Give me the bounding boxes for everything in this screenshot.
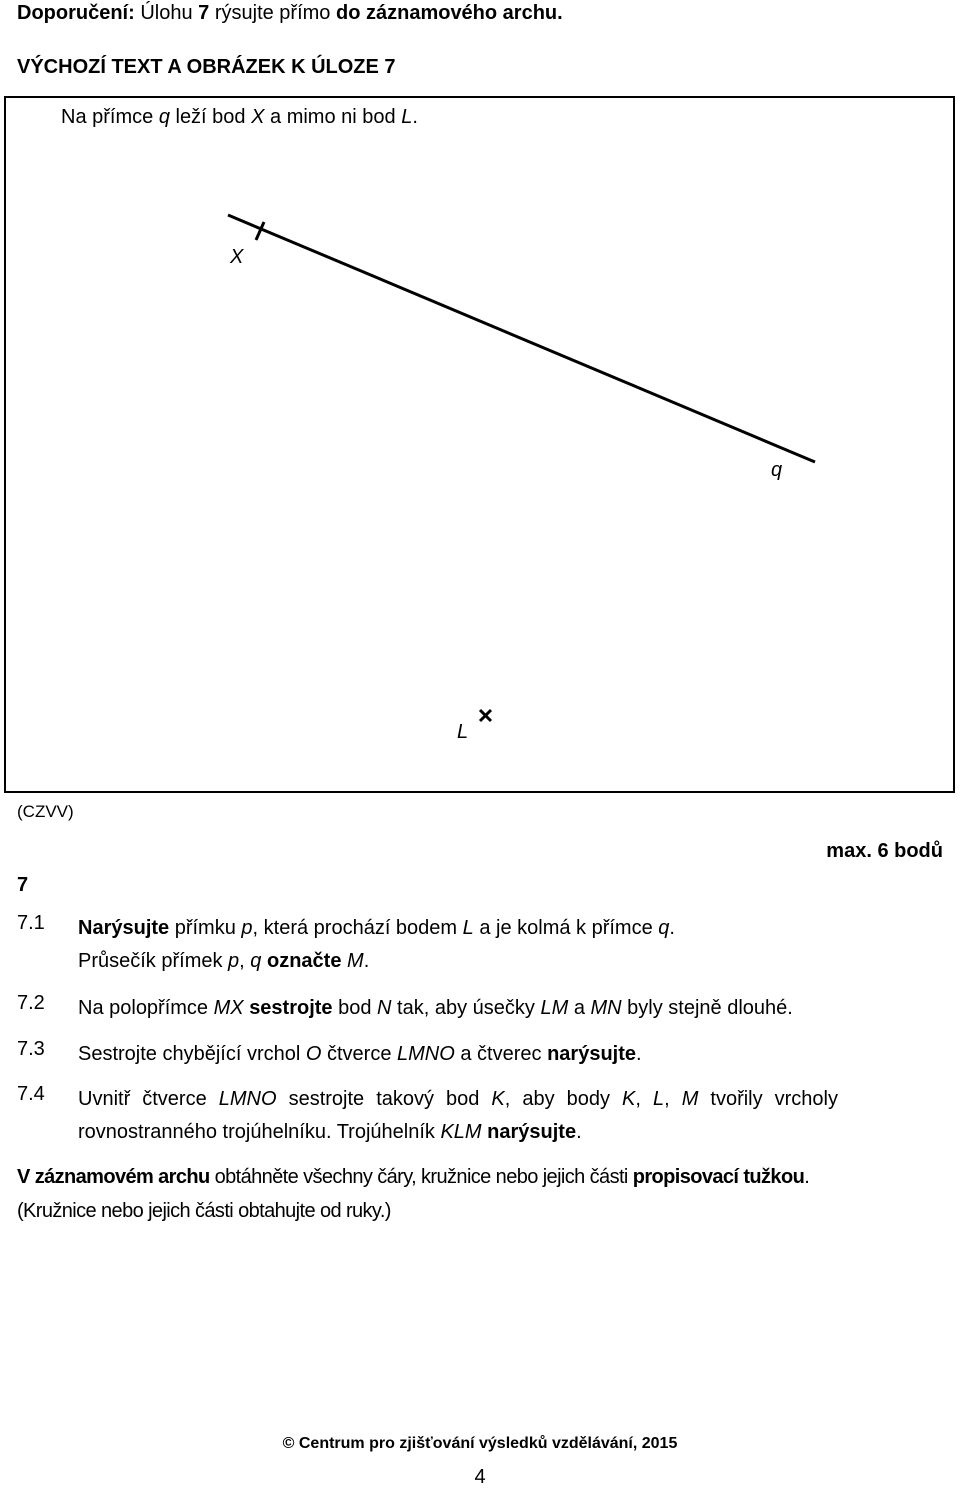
recommendation-emphasis: do záznamového archu. [335,2,563,24]
geometry-figure [6,98,953,791]
subtask-text: Na polopřímce MX sestrojte bod N tak, aby úsečky LM a MN byly stejně dlouhé. [78,997,793,1019]
var-l: L [401,106,413,128]
intro-text: Na přímce q leží bod X a mimo ni bod L. [61,106,418,128]
recommendation-line [17,2,563,25]
line-q [228,215,815,462]
task-number: 7 [17,874,29,896]
var-x: X [251,106,265,128]
max-points: max. 6 bodů [826,840,943,862]
point-l-cross [480,710,491,721]
subtask-number: 7.4 [17,1083,45,1105]
label-q: q [771,459,783,481]
instruction-note-2: (Kružnice nebo jejich části obtahujte od ruky.) [17,1200,391,1222]
subtask-number: 7.3 [17,1038,45,1060]
page-number: 4 [474,1466,486,1488]
recommendation-label: Doporučení: [17,2,135,24]
figure-box [4,96,955,793]
subtask-text: Sestrojte chybějící vrchol O čtverce LMNO a čtverec narýsujte. [78,1043,642,1065]
var-q: q [158,106,170,128]
copyright-footer: © Centrum pro zjišťování výsledků vzdělávání, 2015 [282,1435,678,1452]
recommendation-text: Úlohu [134,2,199,24]
label-x: X [230,246,244,268]
subtask-text: Narýsujte přímku p, která prochází bodem L a je kolmá k přímce q. Průsečík přímek p, q označte M. [78,917,675,972]
subtask-text: Uvnitř čtverce LMNO sestrojte takový bod K, aby body K, L, M tvořily vrcholy rovnostranného trojúhelníku. Trojúhelník KLM narýsujte. [78,1088,838,1143]
subtask-number: 7.2 [17,992,45,1014]
section-heading: VÝCHOZÍ TEXT A OBRÁZEK K ÚLOZE 7 [17,56,396,78]
subtask-number: 7.1 [17,912,45,934]
label-l: L [457,721,469,743]
recommendation-text-2: rýsujte přímo [209,2,336,24]
instruction-note: V záznamovém archu obtáhněte všechny čáry, kružnice nebo jejich části propisovací tužkou. [17,1166,810,1188]
recommendation-task-number: 7 [198,2,210,24]
source-note: (CZVV) [17,802,74,821]
